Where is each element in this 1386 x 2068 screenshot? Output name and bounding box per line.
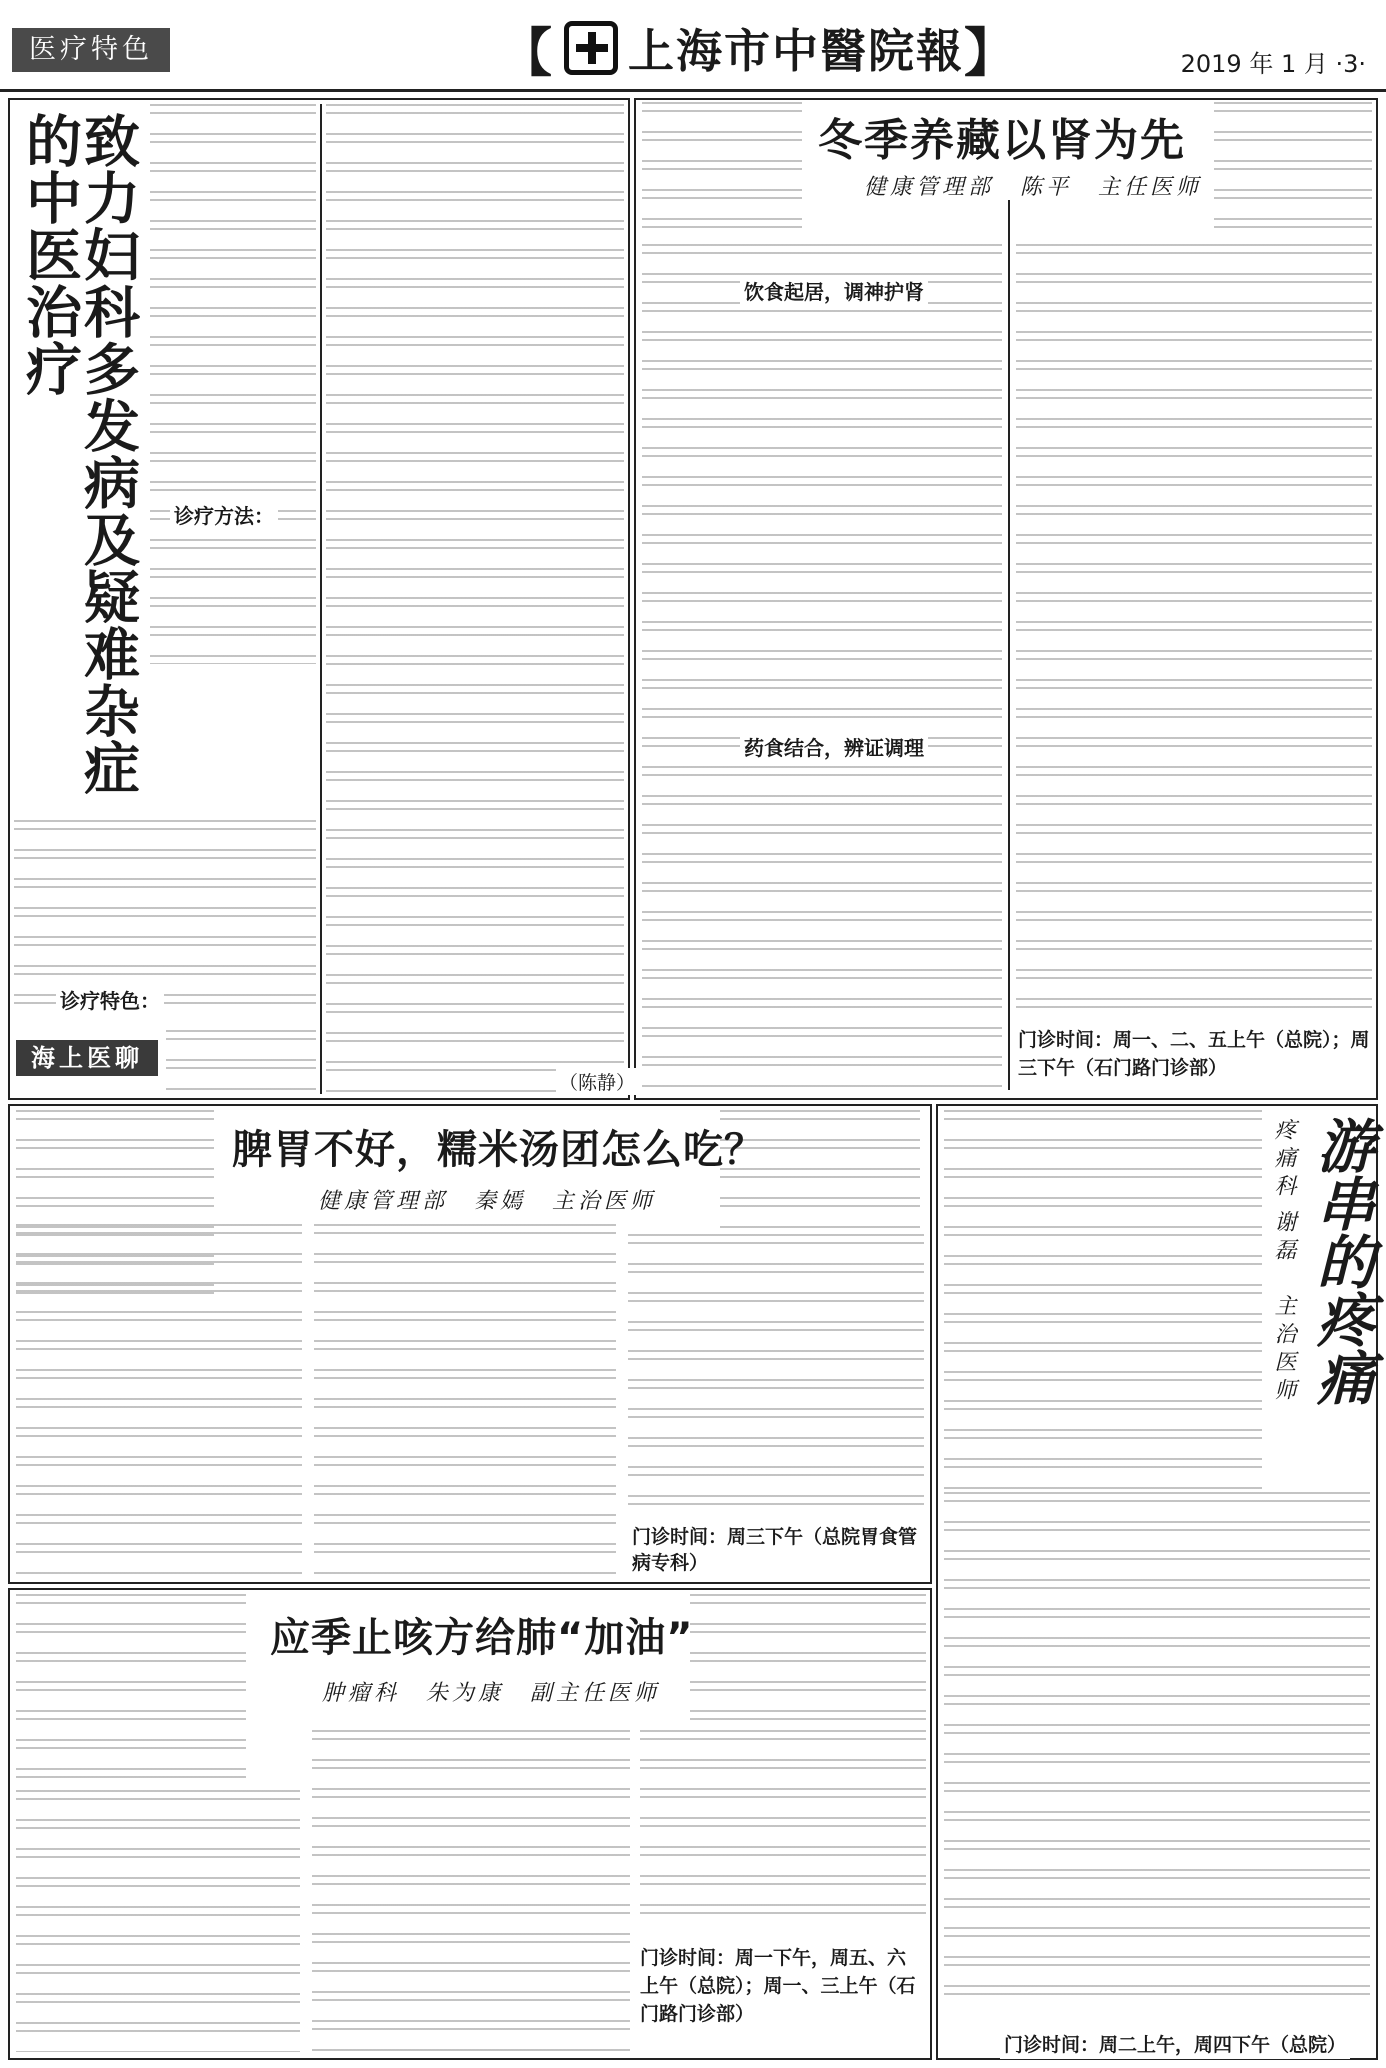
article5-title: 应季止咳方给肺“加油” [270,1615,694,1661]
article4-clinic-hours: 门诊时间：周二上午，周四下午（总院） [1000,2028,1350,2059]
article4-title: 游串的疼痛 [1307,1116,1375,1406]
hospital-cross-logo-icon [564,21,618,75]
masthead [500,10,1018,86]
article2-col2 [1016,244,1372,1014]
article3-title: 脾胃不好，糯米汤团怎么吃？ [232,1127,765,1173]
article1-col1-tail [166,1030,316,1092]
article5-col1 [16,1790,300,2052]
article3-col3-top [720,1110,920,1230]
masthead-bracket-right: 】 [964,22,1019,84]
section-tag: 医疗特色 [12,28,170,72]
article1-col1 [150,104,316,664]
article2-heading-herbs: 药食结合，辨证调理 [740,732,928,761]
article2-column-rule [1008,200,1010,1090]
article1-title: 致力妇科多发病及疑难杂症的中医治疗 [17,112,140,796]
page-header [0,0,1386,92]
article3-col3 [628,1234,924,1518]
article1-column-rule [320,104,322,1094]
masthead-bracket-left: 【 [500,22,555,84]
article5-clinic-hours: 门诊时间：周一下午，周五、六上午（总院）；周一、三上午（石门路门诊部） [636,1942,928,2030]
article1-heading-methods: 诊疗方法： [170,500,278,529]
article1-signature: （陈静） [556,1068,638,1095]
article3-clinic-hours: 门诊时间：周三下午（总院胃食管病专科） [628,1522,926,1578]
article2-col3-top [1214,102,1372,242]
article4-byline-dept: 疼痛科 [1271,1118,1296,1202]
article5-col3 [640,1730,926,1930]
article4-col [944,1492,1370,2012]
article2-clinic-hours: 门诊时间：周一、二、五上午（总院）；周三下午（石门路门诊部） [1014,1024,1374,1084]
article5-byline: 肿瘤科 朱为康 副主任医师 [322,1681,661,1706]
article2-col1-top [642,102,802,244]
article2-heading-diet: 饮食起居，调神护肾 [740,276,928,305]
article2-col1 [642,244,1002,1090]
article1-col2 [326,104,624,1094]
masthead-title: 上海市中醫院報 [628,24,965,78]
article3-col2 [314,1224,616,1576]
article1-heading-features: 诊疗特色： [56,985,164,1014]
article4-col-top [944,1110,1262,1490]
article3-byline: 健康管理部 秦嫣 主治医师 [318,1189,657,1214]
article4-byline-name: 谢磊 主治医师 [1271,1210,1296,1406]
article5-col2 [312,1730,630,2052]
article2-byline: 健康管理部 陈平 主任医师 [864,175,1203,200]
article2-title: 冬季养藏以肾为先 [818,115,1186,166]
article5-col3-top [690,1594,926,1724]
issue-date: 2019 年 1 月 ·3· [1180,50,1366,78]
article5-col1-top [16,1594,246,1784]
column-tag-haishang: 海上医聊 [16,1040,158,1076]
article3-col1 [16,1224,302,1576]
